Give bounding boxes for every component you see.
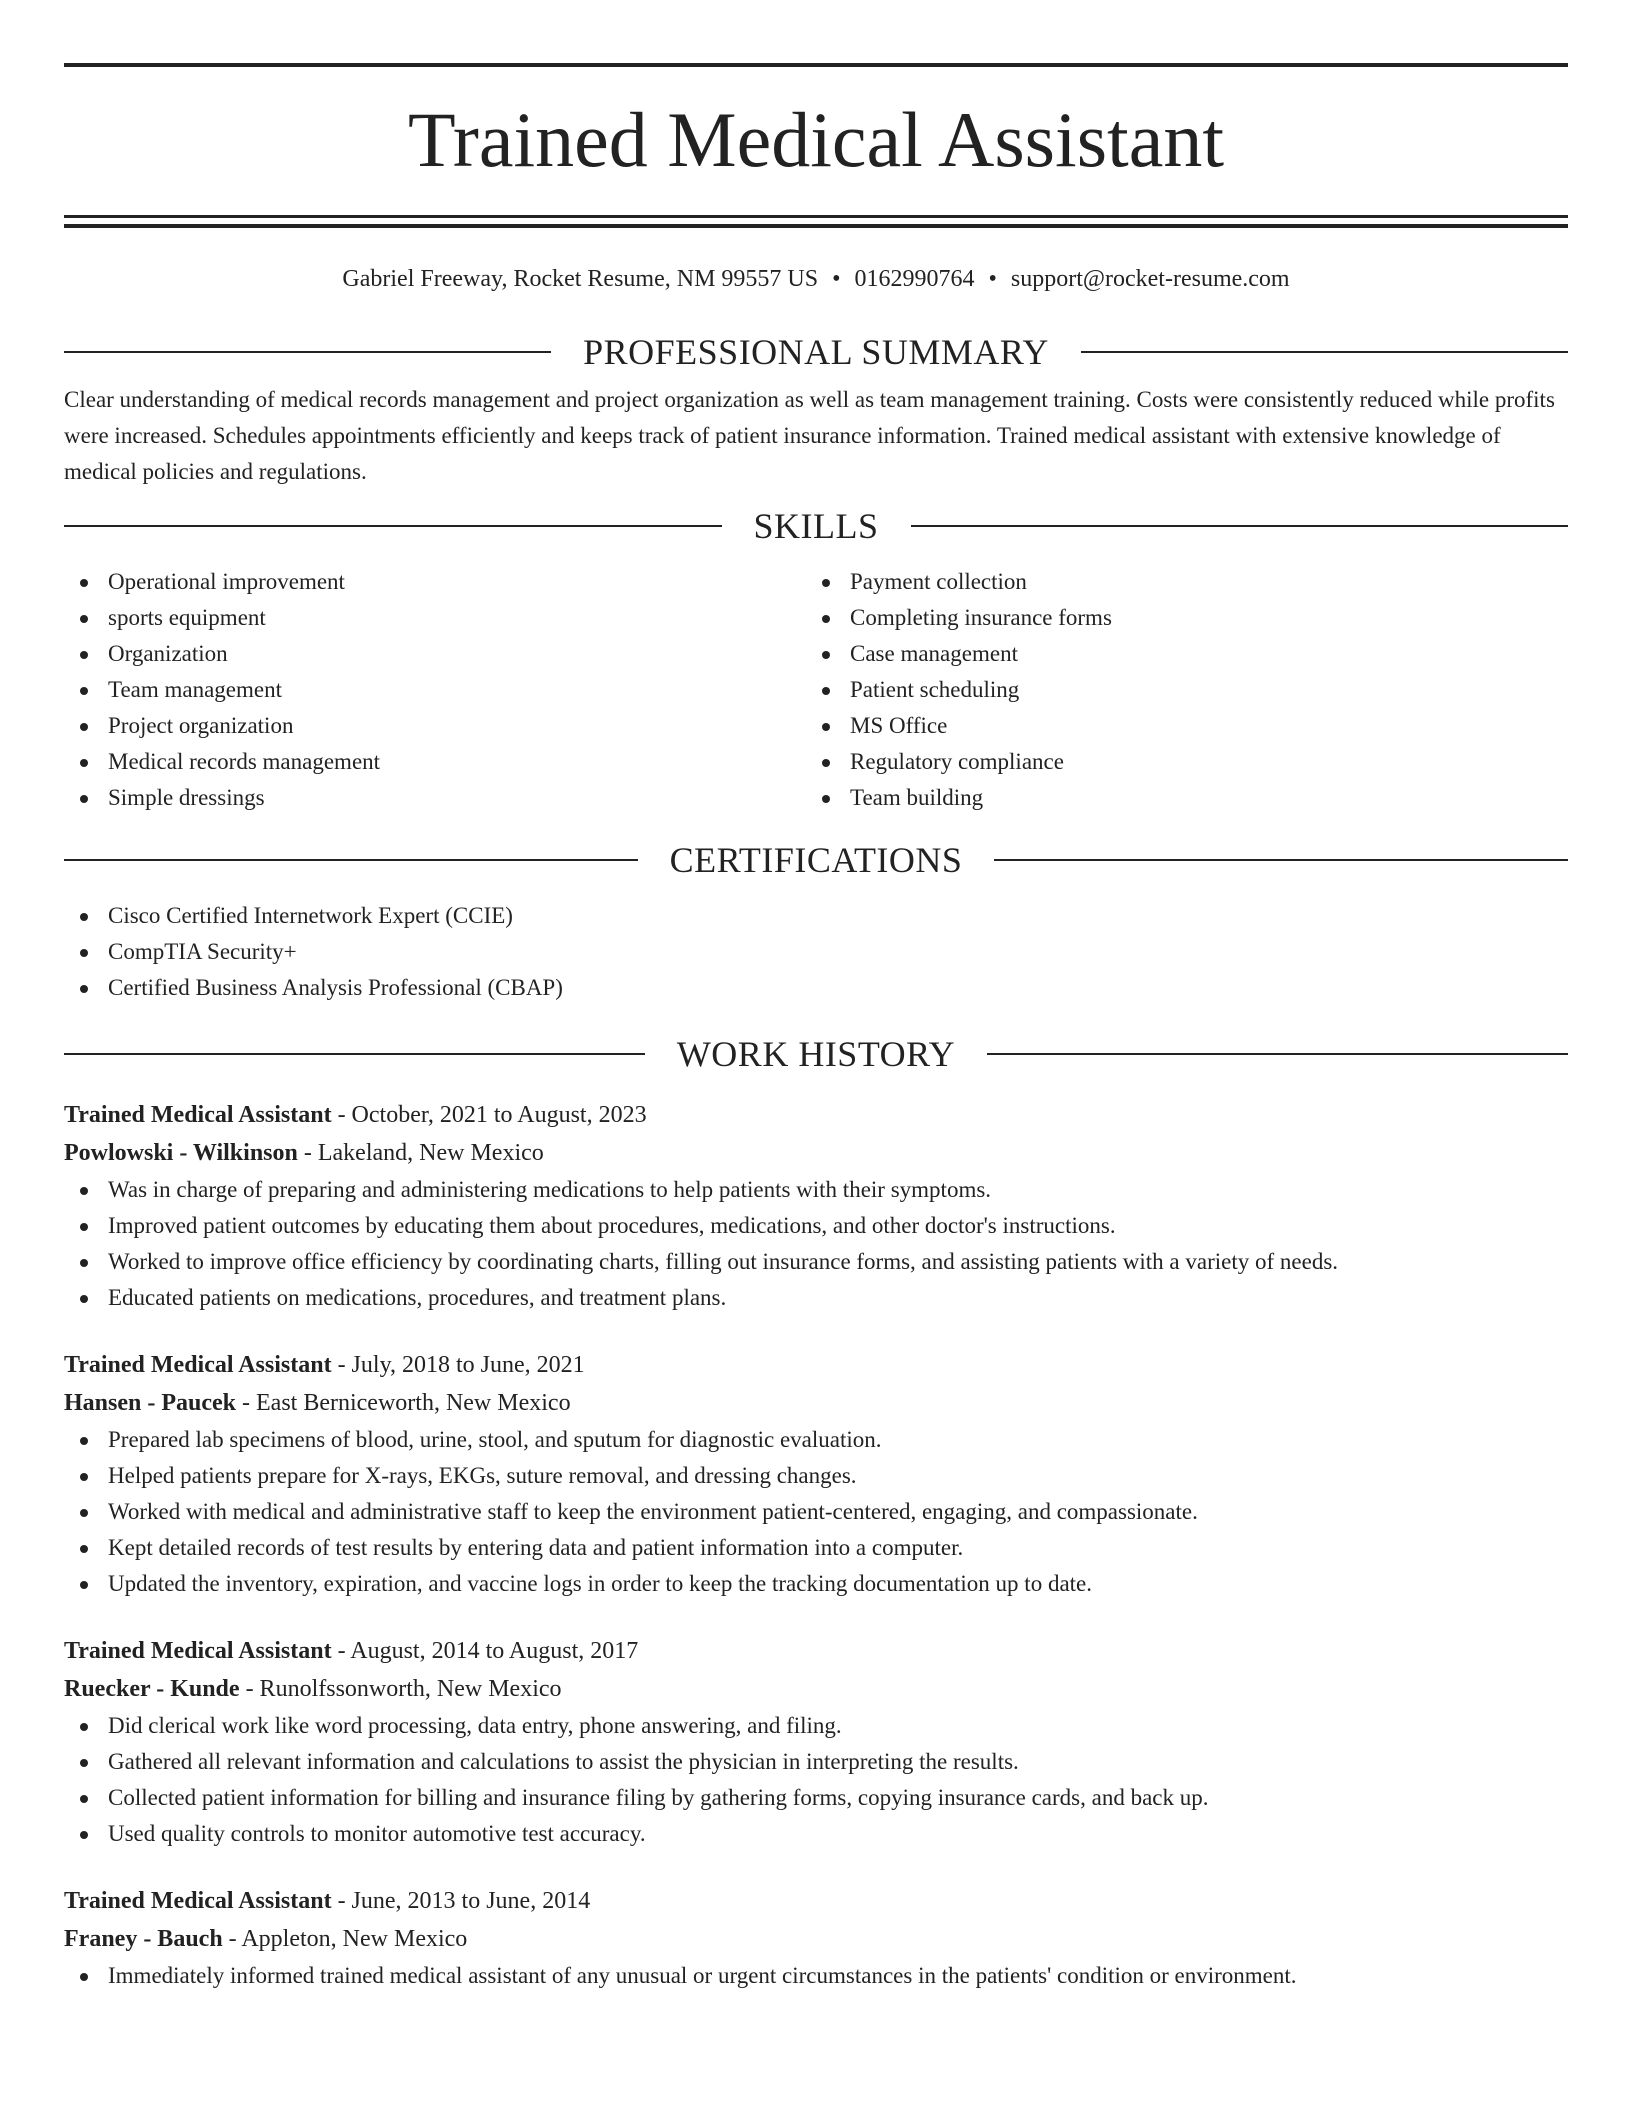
list-item: Payment collection <box>806 564 1548 600</box>
job-title: Trained Medical Assistant <box>64 1102 332 1128</box>
job-employer-line <box>64 1920 1568 1958</box>
job-employer-line <box>64 1670 1568 1708</box>
work-history-heading-label: WORK HISTORY <box>676 1034 956 1074</box>
list-item: Educated patients on medications, procedures, and treatment plans. <box>64 1280 1568 1316</box>
list-item: Project organization <box>64 708 806 744</box>
job-location: - Runolfssonworth, New Mexico <box>239 1676 562 1702</box>
list-item: MS Office <box>806 708 1548 744</box>
job-employer-line <box>64 1384 1568 1422</box>
list-item: Medical records management <box>64 744 806 780</box>
list-item: Improved patient outcomes by educating them about procedures, medications, and other doctor's instructions. <box>64 1208 1568 1244</box>
list-item: Patient scheduling <box>806 672 1548 708</box>
summary-heading <box>64 332 1568 372</box>
contact-address: Gabriel Freeway, Rocket Resume, NM 99557 US <box>342 266 819 292</box>
list-item: Gathered all relevant information and calculations to assist the physician in interpreting the results. <box>64 1744 1568 1780</box>
list-item: Was in charge of preparing and administering medications to help patients with their symptoms. <box>64 1172 1568 1208</box>
list-item: Team building <box>806 780 1548 816</box>
contact-phone: 0162990764 <box>854 266 975 292</box>
list-item: Regulatory compliance <box>806 744 1548 780</box>
job-bullets <box>64 1422 1568 1602</box>
top-rule <box>64 63 1568 67</box>
skills-column-right <box>806 564 1548 816</box>
summary-heading-label: PROFESSIONAL SUMMARY <box>583 332 1049 372</box>
contact-separator: • <box>988 266 997 292</box>
list-item: Worked to improve office efficiency by coordinating charts, filling out insurance forms, and assisting patients with a variety of needs. <box>64 1244 1568 1280</box>
job-location: - Appleton, New Mexico <box>222 1926 468 1952</box>
list-item: CompTIA Security+ <box>64 934 1568 970</box>
skills-heading <box>64 506 1568 546</box>
list-item: Cisco Certified Internetwork Expert (CCIE) <box>64 898 1568 934</box>
job-entry <box>64 1632 1568 1852</box>
job-bullets <box>64 1708 1568 1852</box>
contact-line <box>64 264 1568 294</box>
job-location: - Lakeland, New Mexico <box>297 1140 544 1166</box>
list-item: Team management <box>64 672 806 708</box>
job-employer: Franey - Bauch <box>64 1926 223 1952</box>
job-title-line <box>64 1346 1568 1384</box>
list-item: Case management <box>806 636 1548 672</box>
title-double-rule <box>64 215 1568 228</box>
job-title: Trained Medical Assistant <box>64 1888 332 1914</box>
skills-list <box>64 564 1568 816</box>
certifications-heading-label: CERTIFICATIONS <box>669 840 963 880</box>
summary-text: Clear understanding of medical records management and project organization as well as team management training. Costs were consistently reduced while profits were increased. Schedules appointments efficiently and keeps track of patient insurance information. Trained medical assistant with extensive knowledge of medical policies and regulations. <box>64 387 1555 484</box>
list-item: Certified Business Analysis Professional (CBAP) <box>64 970 1568 1006</box>
certifications-heading <box>64 840 1568 880</box>
job-employer: Powlowski - Wilkinson <box>64 1140 298 1166</box>
job-title: Trained Medical Assistant <box>64 1638 332 1664</box>
job-bullets <box>64 1958 1568 1994</box>
work-history-heading <box>64 1034 1568 1074</box>
list-item: Collected patient information for billing and insurance filing by gathering forms, copying insurance cards, and back up. <box>64 1780 1568 1816</box>
resume-page <box>64 0 1568 1994</box>
job-dates: - June, 2013 to June, 2014 <box>331 1888 591 1914</box>
job-title-line <box>64 1096 1568 1134</box>
job-employer-line <box>64 1134 1568 1172</box>
list-item: Operational improvement <box>64 564 806 600</box>
contact-email: support@rocket-resume.com <box>1010 266 1290 292</box>
list-item: Used quality controls to monitor automotive test accuracy. <box>64 1816 1568 1852</box>
list-item: Completing insurance forms <box>806 600 1548 636</box>
list-item: Organization <box>64 636 806 672</box>
job-employer: Hansen - Paucek <box>64 1390 237 1416</box>
skills-column-left <box>64 564 806 816</box>
list-item: Immediately informed trained medical assistant of any unusual or urgent circumstances in the patients' condition or environment. <box>64 1958 1568 1994</box>
job-employer: Ruecker - Kunde <box>64 1676 240 1702</box>
list-item: Worked with medical and administrative staff to keep the environment patient-centered, engaging, and compassionate. <box>64 1494 1568 1530</box>
list-item: Prepared lab specimens of blood, urine, stool, and sputum for diagnostic evaluation. <box>64 1422 1568 1458</box>
job-title: Trained Medical Assistant <box>64 1352 332 1378</box>
job-dates: - July, 2018 to June, 2021 <box>331 1352 585 1378</box>
contact-separator: • <box>832 266 841 292</box>
skills-heading-label: SKILLS <box>753 506 879 546</box>
list-item: Kept detailed records of test results by entering data and patient information into a computer. <box>64 1530 1568 1566</box>
list-item: Did clerical work like word processing, data entry, phone answering, and filing. <box>64 1708 1568 1744</box>
job-entry <box>64 1096 1568 1316</box>
job-dates: - August, 2014 to August, 2017 <box>331 1638 639 1664</box>
list-item: Updated the inventory, expiration, and vaccine logs in order to keep the tracking documentation up to date. <box>64 1566 1568 1602</box>
list-item: Simple dressings <box>64 780 806 816</box>
job-location: - East Berniceworth, New Mexico <box>236 1390 571 1416</box>
job-title-line <box>64 1882 1568 1920</box>
list-item: Helped patients prepare for X-rays, EKGs, suture removal, and dressing changes. <box>64 1458 1568 1494</box>
certifications-list <box>64 898 1568 1006</box>
work-history-list <box>64 1096 1568 1994</box>
job-dates: - October, 2021 to August, 2023 <box>331 1102 647 1128</box>
job-entry <box>64 1346 1568 1602</box>
job-bullets <box>64 1172 1568 1316</box>
job-title-line <box>64 1632 1568 1670</box>
resume-title: Trained Medical Assistant <box>407 96 1225 183</box>
job-entry <box>64 1882 1568 1994</box>
list-item: sports equipment <box>64 600 806 636</box>
